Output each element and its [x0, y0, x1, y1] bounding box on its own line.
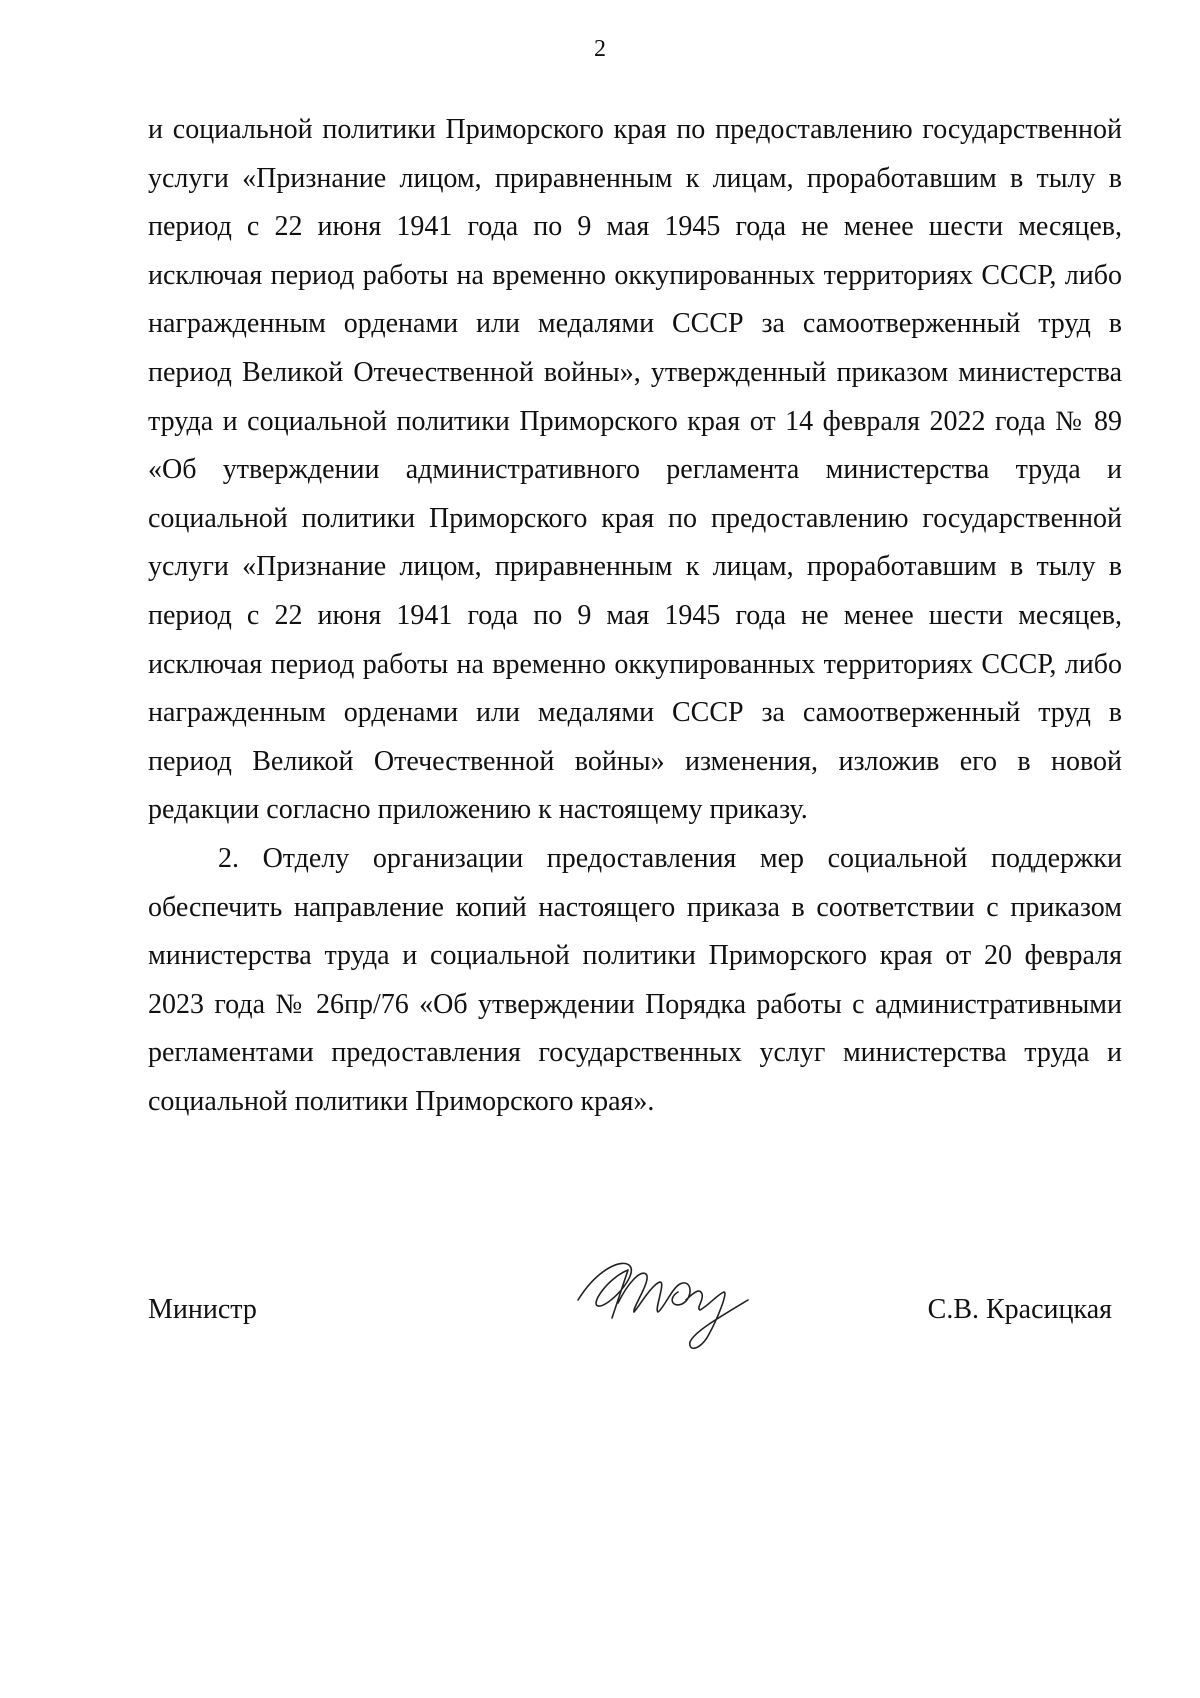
signatory-name: С.В. Красицкая: [927, 1294, 1112, 1325]
signature-block: [148, 1278, 1122, 1358]
paragraph-item-2: 2. Отделу организации предоставления мер социальной поддержки обеспечить направление копий настоящего приказа в соответствии с приказом министерства труда и социальной политики Приморского края от 20 февраля 2023 года № 26пр/76 «Об утверждении Порядка работы с административными регламентами предоставления государственных услуг министерства труда и социальной политики Приморского края».: [148, 842, 1122, 1117]
document-body: [148, 106, 1122, 1126]
handwritten-signature: [568, 1248, 758, 1358]
page-number: 2: [594, 36, 606, 62]
signatory-title: Министр: [148, 1294, 257, 1325]
paragraph-continuation: и социальной политики Приморского края по предоставлению государственной услуги «Признание лицом, приравненным к лицам, проработавшим в тылу в период с 22 июня 1941 года по 9 мая 1945 года не менее шести месяцев, исключая период работы на временно оккупированных территориях СССР, либо награжденным орденами или медалями СССР за самоотверженный труд в период Великой Отечественной войны», утвержденный приказом министерства труда и социальной политики Приморского края от 14 февраля 2022 года № 89 «Об утверждении административного регламента министерства труда и социальной политики Приморского края по предоставлению государственной услуги «Признание лицом, приравненным к лицам, проработавшим в тылу в период с 22 июня 1941 года по 9 мая 1945 года не менее шести месяцев, исключая период работы на временно оккупированных территориях СССР, либо награжденным орденами или медалями СССР за самоотверженный труд в период Великой Отечественной войны» изменения, изложив его в новой редакции согласно приложению к настоящему приказу.: [148, 114, 1122, 826]
